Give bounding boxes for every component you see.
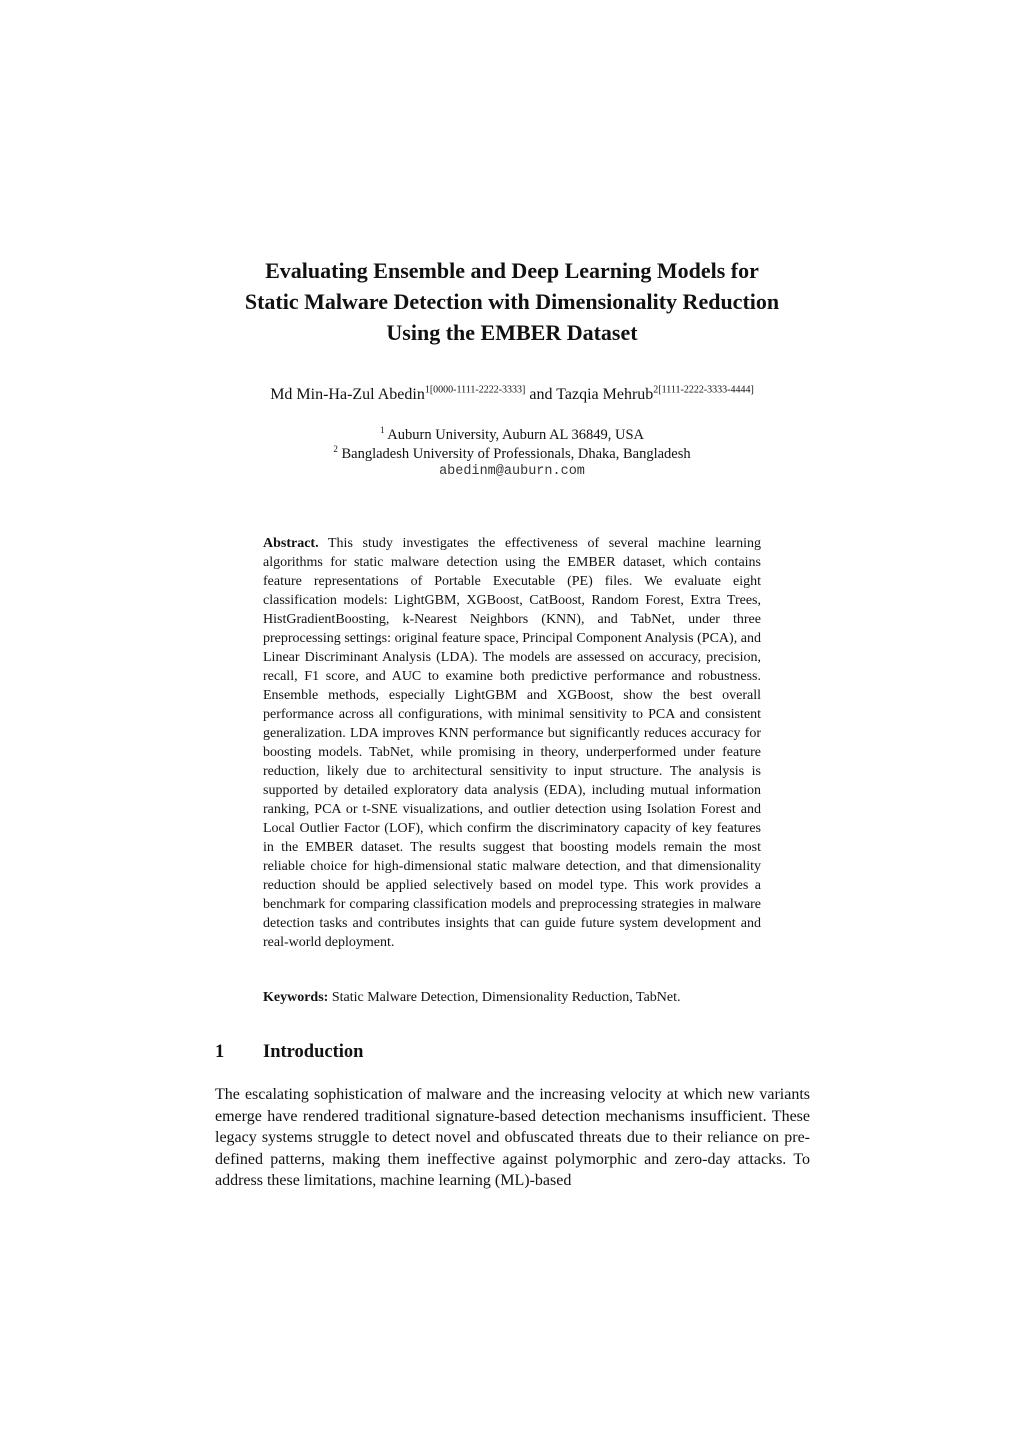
author-orcid: 1[0000-1111-2222-3333] (424, 384, 526, 396)
affiliation-text: Auburn University, Auburn AL 36849, USA (384, 427, 645, 443)
affiliation-mark: 2 (333, 443, 338, 454)
affiliations (140, 426, 884, 482)
affiliation-mark: 1 (379, 425, 385, 436)
author-name: Tazqia Mehrub (556, 386, 654, 403)
section-title: Introduction (263, 1042, 364, 1062)
author-email: abedinm@auburn.com (439, 464, 585, 479)
title-line: Static Malware Detection with Dimensionality Reduction (244, 289, 780, 314)
author-name: Md Min-Ha-Zul Abedin (270, 386, 425, 403)
abstract-label: Abstract. (263, 536, 319, 551)
affiliation (140, 426, 884, 445)
keywords (263, 988, 761, 1007)
section-number: 1 (215, 1042, 225, 1062)
title-line: Evaluating Ensemble and Deep Learning Models for (265, 258, 759, 283)
title-line: Using the EMBER Dataset (386, 320, 638, 345)
abstract-text: This study investigates the effectiveness of several machine learning algorithms for static malware detection using the EMBER dataset, which contains feature representations of Portable Executable (PE) files. We evaluate eight classification models: LightGBM, XGBoost, CatBoost, Random Forest, Extra Trees, HistGradientBoosting, k-Nearest Neighbors (KNN), and TabNet, under three preprocessing settings: original feature space, Principal Component Analysis (PCA), and Linear Discriminant Analysis (LDA). The models are assessed on accuracy, precision, recall, F1 score, and AUC to examine both predictive performance and robustness. Ensemble methods, especially LightGBM and XGBoost, show the best overall performance across all configurations, with minimal sensitivity to PCA and consistent generalization. LDA improves KNN performance but significantly reduces accuracy for boosting models. TabNet, while promising in theory, underperformed under feature reduction, likely due to architectural sensitivity to input structure. The analysis is supported by detailed exploratory data analysis (EDA), including mutual information ranking, PCA or t-SNE visualizations, and outlier detection using Isolation Forest and Local Outlier Factor (LOF), which confirm the discriminatory capacity of key features in the EMBER dataset. The results suggest that boosting models remain the most reliable choice for high-dimensional static malware detection, and that dimensionality reduction should be applied selectively based on model type. This work provides a benchmark for comparing classification models and preprocessing strategies in malware detection tasks and contributes insights that can guide future system development and real-world deployment. (263, 536, 761, 950)
keywords-label: Keywords: (263, 990, 329, 1005)
paper-title (140, 255, 884, 348)
affiliation-text: Bangladesh University of Professionals, Dhaka, Bangladesh (337, 445, 691, 462)
author-orcid: 2[1111-2222-3333-4444] (653, 384, 754, 396)
section-heading (215, 1040, 363, 1064)
intro-paragraph: The escalating sophistication of malware and the increasing velocity at which new variants emerge have rendered traditional signature-based detection mechanisms insufficient. These legacy systems struggle to detect novel and obfuscated threats due to their reliance on pre-defined patterns, making them ineffective against polymorphic and zero-day attacks. To address these limitations, machine learning (ML)-based (215, 1086, 810, 1189)
affiliation (140, 445, 884, 464)
abstract (263, 534, 761, 952)
keywords-text: Static Malware Detection, Dimensionality Reduction, TabNet. (328, 990, 681, 1005)
author-list (140, 384, 884, 406)
author-connector: and (525, 386, 557, 403)
